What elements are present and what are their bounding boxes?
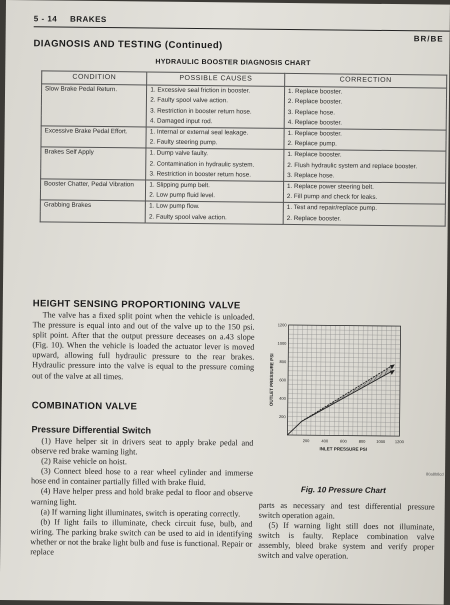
table-cell-cause: 2. Faulty spool valve action. — [145, 212, 283, 224]
table-cell-condition: Brakes Self Apply — [41, 147, 146, 159]
step-text: (4) Have helper press and hold brake pedal to floor and observe warning light. — [31, 487, 253, 510]
figure-reference-code: 80a8b8cd — [426, 471, 444, 476]
table-cell-condition: Grabbing Brakes — [40, 200, 145, 212]
table-cell-cause: 3. Restriction in booster return hose. — [147, 106, 285, 118]
column-header: CONDITION — [42, 71, 147, 85]
table-cell-correction: 1. Replace power steering belt. — [283, 181, 445, 193]
pressure-chart — [263, 321, 413, 483]
x-tick-label: 200 — [303, 438, 311, 443]
table-cell-cause: 1. Slipping pump belt. — [146, 180, 284, 192]
combination-valve-steps — [30, 436, 253, 559]
table-cell-correction: 3. Replace hose. — [284, 171, 446, 183]
y-tick-label: 1000 — [277, 341, 287, 346]
right-column-text — [258, 501, 435, 563]
x-tick-label: 1000 — [376, 439, 386, 444]
table-cell-condition — [40, 211, 145, 223]
x-tick-label: 600 — [340, 439, 348, 444]
table-cell-correction: 2. Fill pump and check for leaks. — [283, 192, 445, 204]
table-cell-correction: 2. Replace pump. — [284, 139, 446, 151]
x-tick-label: 800 — [359, 439, 367, 444]
table-cell-correction: 3. Replace hose. — [284, 108, 446, 120]
diagnosis-chart-table — [40, 70, 448, 226]
figure-caption: Fig. 10 Pressure Chart — [301, 485, 386, 495]
x-tick-label: 1200 — [395, 439, 405, 444]
table-cell-correction: 2. Replace booster. — [283, 214, 445, 226]
header-rule — [34, 26, 450, 31]
column-header: CORRECTION — [285, 73, 447, 88]
step-text: (b) If light fails to illuminate, check circuit fuse, bulb, and wiring. The parking brake switch can be used to aid in identifying whether or not the brake light bulb and fuse is functional. Repair or replace — [30, 517, 252, 560]
table-cell-cause: 1. Excessive seal friction in booster. — [147, 85, 285, 97]
y-tick-label: 800 — [280, 359, 288, 364]
hsp-paragraph — [32, 310, 255, 383]
step-text: (1) Have helper sit in drivers seat to apply brake pedal and observe red brake warning light. — [31, 436, 253, 459]
table-cell-condition: Excessive Brake Pedal Effort. — [41, 126, 146, 138]
section-subheading: DIAGNOSIS AND TESTING (Continued) — [33, 38, 222, 51]
table-cell-cause: 1. Low pump flow. — [146, 201, 284, 213]
y-axis-label: OUTLET PRESSURE PSI — [269, 354, 275, 407]
step-text: (2) Raise vehicle on hoist. — [31, 456, 253, 468]
table-cell-cause: 2. Low pump fluid level. — [146, 191, 284, 203]
page-header — [34, 14, 107, 24]
hsp-heading: HEIGHT SENSING PROPORTIONING VALVE — [33, 298, 241, 311]
y-tick-label: 400 — [279, 396, 287, 401]
table-cell-correction: 2. Replace booster. — [284, 97, 446, 109]
step-text: (5) If warning light still does not illuminate, switch is faulty. Replace combination valve assembly, bleed brake system and verify proper switch and valve operation. — [258, 521, 434, 563]
table-cell-cause: 2. Faulty spool valve action. — [147, 96, 285, 108]
table-cell-condition: Slow Brake Pedal Return. — [42, 84, 147, 96]
y-tick-label: 1200 — [278, 322, 288, 327]
table-cell-correction: 1. Replace booster. — [284, 128, 446, 140]
table-cell-cause: 1. Dump valve faulty. — [146, 148, 284, 160]
table-cell-correction: 2. Flush hydraulic system and replace booster. — [284, 161, 446, 173]
table-cell-cause: 3. Restriction in booster return hose. — [146, 169, 284, 181]
continued-text: parts as necessary and test differential pressure switch operation again. — [259, 501, 435, 523]
section-name: BRAKES — [70, 15, 107, 24]
page-number: 5 - 14 — [34, 14, 58, 23]
pressure-switch-subheading: Pressure Differential Switch — [31, 424, 151, 435]
y-tick-label: 600 — [279, 377, 287, 382]
y-tick-label: 200 — [279, 414, 287, 419]
combination-valve-heading: COMBINATION VALVE — [32, 400, 137, 412]
table-cell-cause: 4. Damaged input rod. — [146, 116, 284, 128]
table-cell-correction: 4. Replace booster. — [284, 118, 446, 130]
diagnosis-chart-title: HYDRAULIC BOOSTER DIAGNOSIS CHART — [155, 59, 310, 68]
brand-label: BR/BE — [414, 34, 444, 43]
table-cell-correction: 1. Replace booster. — [284, 87, 446, 99]
x-tick-label: 400 — [321, 438, 329, 443]
table-cell-cause: 1. Internal or external seal leakage. — [146, 127, 284, 139]
table-cell-cause: 2. Faulty steering pump. — [146, 138, 284, 150]
hsp-text: The valve has a fixed split point when the vehicle is unloaded. The pressure is equal into and out of the valve up to the 150 psi. split point. After that the output pressure deceases on a.43 slope (Fig. 10). When the vehicle is loaded the actuator lever is moved upward, allowing full hydraulic pressure to the rear brakes. Hydraulic pressure into the valve is equal to the pressure coming out of the valve at all times. — [32, 310, 255, 383]
table-cell-cause: 2. Contamination in hydraulic system. — [146, 159, 284, 171]
table-cell-correction: 1. Replace booster. — [284, 150, 446, 162]
table-cell-correction: 1. Test and repair/replace pump. — [283, 203, 445, 215]
step-text: (3) Connect bleed hose to a rear wheel cylinder and immerse hose end in container partially filled with brake fluid. — [31, 467, 253, 490]
step-text: (a) If warning light illuminates, switch is operating correctly. — [31, 507, 253, 519]
column-header: POSSIBLE CAUSES — [147, 72, 285, 87]
table-cell-condition: Booster Chatter, Pedal Vibration — [41, 179, 146, 191]
x-axis-label: INLET PRESSURE PSI — [320, 446, 368, 451]
